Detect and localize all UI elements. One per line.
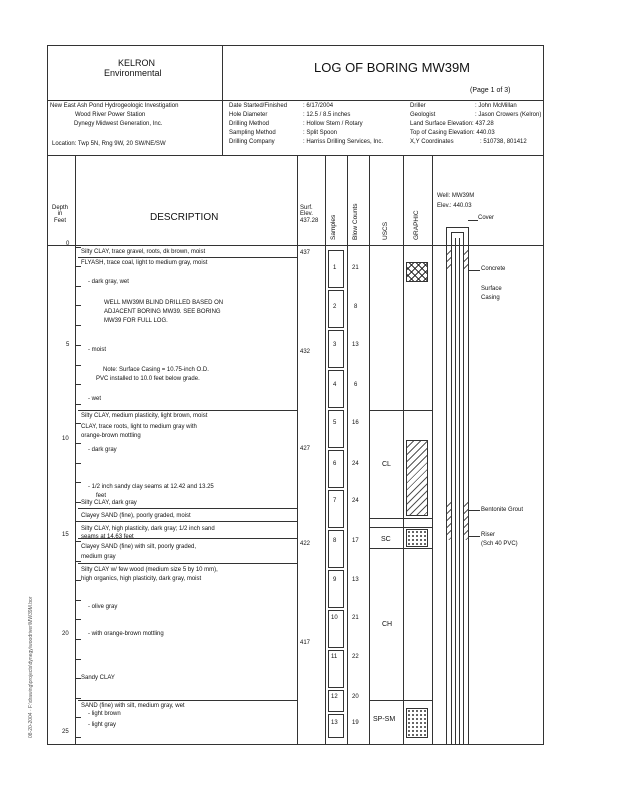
well-elevation: Elev.: 440.03 xyxy=(437,203,472,209)
well-label: Casing xyxy=(481,295,500,301)
well-label: (Sch 40 PVC) xyxy=(481,541,518,547)
sample-interval xyxy=(328,370,344,408)
depth-tick-label: 20 xyxy=(62,631,69,637)
sample-number: 13 xyxy=(331,720,338,726)
well-id: Well: MW39M xyxy=(437,193,475,199)
uscs-code: CL xyxy=(382,461,391,468)
blow-count: 21 xyxy=(352,265,359,271)
well-label: Surface xyxy=(481,286,502,292)
sample-number: 2 xyxy=(333,304,337,310)
elevation-value: 417 xyxy=(300,640,311,646)
sample-number: 8 xyxy=(333,538,337,544)
sample-interval xyxy=(328,450,344,488)
description-line: feet xyxy=(96,493,107,499)
sample-number: 4 xyxy=(333,382,337,388)
blow-count: 13 xyxy=(352,577,359,583)
description-line: Sandy CLAY xyxy=(81,675,115,681)
project-location: Location: Twp 5N, Rng 9W, 20 SW/NE/SW xyxy=(52,141,166,147)
description-line: Silty CLAY, medium plasticity, light brown, moist xyxy=(81,413,208,419)
description-line: FLYASH, trace coal, light to medium gray, moist xyxy=(81,260,208,266)
document-title: LOG OF BORING MW39M xyxy=(314,60,471,75)
uscs-code: CH xyxy=(382,621,393,628)
depth-tick-label: 15 xyxy=(62,532,69,538)
sample-number: 9 xyxy=(333,577,337,583)
description-line: PVC installed to 10.0 feet below grade. xyxy=(96,376,200,382)
depth-column-header: Depth in Feet xyxy=(52,205,69,224)
blow-count: 6 xyxy=(354,382,358,388)
description-line: - wet xyxy=(88,396,102,402)
description-line: - moist xyxy=(88,347,106,353)
sample-number: 1 xyxy=(333,265,337,271)
blow-count: 17 xyxy=(352,538,359,544)
project-site: Wood River Power Station xyxy=(75,112,146,118)
blow-count: 22 xyxy=(352,654,359,660)
description-line: MW39 FOR FULL LOG. xyxy=(104,318,168,324)
description-line: Silty CLAY w/ few wood (medium size 5 by 10 mm), xyxy=(81,567,218,573)
sample-interval xyxy=(328,570,344,608)
sample-interval xyxy=(328,490,344,528)
sample-interval xyxy=(328,530,344,568)
description-line: - 1/2 inch sandy clay seams at 12.42 and 13.25 xyxy=(88,484,214,490)
blow-count: 13 xyxy=(352,342,359,348)
elevation-value: 427 xyxy=(300,446,311,452)
blows-column-header: Blow Counts xyxy=(352,203,359,240)
well-label: Bentonite Grout xyxy=(481,507,524,513)
well-label: Concrete xyxy=(481,266,506,272)
blow-count: 19 xyxy=(352,720,359,726)
description-line: - with orange-brown mottling xyxy=(88,631,164,637)
elevation-value: 432 xyxy=(300,349,311,355)
description-line: orange-brown mottling xyxy=(81,433,141,439)
description-line: - light brown xyxy=(88,711,121,717)
sample-number: 3 xyxy=(333,342,337,348)
well-label: Riser xyxy=(481,532,496,538)
description-line: medium gray xyxy=(81,554,116,560)
blow-count: 24 xyxy=(352,461,359,467)
description-line: Silty CLAY, high plasticity, dark gray; 1/2 inch sand xyxy=(81,526,215,532)
company-subtitle: Environmental xyxy=(104,68,162,78)
blow-count: 21 xyxy=(352,615,359,621)
well-cover-label: Cover xyxy=(478,215,495,221)
uscs-code: SP-SM xyxy=(373,716,396,723)
boring-log-page: KELRON Environmental LOG OF BORING MW39M (Page 1 of 3) New East Ash Pond Hydrogeologic Investigation Wood River Power Station Dynegy Midwest Generation, Inc. Location: Twp 5N, Rng 9W, 20 SW/NE/SW Date Started/Finished Hole Diameter Drilling Method Sampling Method Drilling Company : 6/17/2004 : 12.5 / 8.5 inches : Hollow Stem / Rotary : Split Spoon : Harriss Drilling Services, Inc. Driller Geologist Land Surface Elevation: 437.28 Top of Casing Elevation: 440.03 X,Y Coordinates : John McMillan : Jason Crowers (Kelron) : 510738, 801412 Depth in Feet DESCRIPTION Surf. Elev. 437.28 Samples Blow Counts USCS GRAPHIC Well: MW39M Elev.: 440.03 Cover 0 5 10 15 20 25 Silty CLAY, trace gravel, roots, dk brown, moist FLYASH, trace coal, light to medium gray, moist - dark gray, wet WELL MW39M BLIND DRILLED BASED ON ADJACENT BORING MW39. SEE BORING MW39 FOR FULL LOG. - moist Note: Surface Casing = 10.75-inch O.D. PVC installed to 10.0 feet below grade. - wet Silty CLAY, medium plasticity, light brown, moist CLAY, trace roots, light to medium gray with orange-brown mottling - dark gray - 1/2 inch sandy clay seams at 12.42 and 13.25 feet Silty CLAY, dark gray Clayey SAND (fine), poorly graded, moist Silty CLAY, high plasticity, dark gray; 1/2 inch sand seams at 14.63 feet Clayey SAND (fine) with silt, poorly graded, medium gray Silty CLAY w/ few wood (medium size 5 by 10 mm), high organics, high plasticity, dark gray, moist - olive gray - with orange-brown mottling Sandy CLAY SAND (fine) with silt, medium gray, wet - light brown - light gray 437 432 427 422 417 1 2 3 4 5 6 7 8 9 10 11 12 13 21 8 13 6 16 24 24 17 13 21 22 20 19 CL SC CH SP-SM Concrete Surface Casing Bentonite Grout Riser (Sch 40 PVC) 08-20-2004 · F:\drawing\projects\dynegy\woodriver\MW39M.bor xyxy=(0,0,618,800)
sample-number: 12 xyxy=(331,694,338,700)
uscs-code: SC xyxy=(381,536,391,543)
sample-number: 7 xyxy=(333,498,337,504)
log-frame xyxy=(47,45,544,745)
sample-number: 5 xyxy=(333,420,337,426)
description-line: Note: Surface Casing = 10.75-inch O.D. xyxy=(103,367,209,373)
depth-tick-label: 25 xyxy=(62,729,69,735)
description-line: Clayey SAND (fine), poorly graded, moist xyxy=(81,513,191,519)
elevation-column-header: Surf. Elev. 437.28 xyxy=(300,205,319,224)
blow-count: 20 xyxy=(352,694,359,700)
blow-count: 16 xyxy=(352,420,359,426)
sample-interval xyxy=(328,410,344,448)
sample-number: 10 xyxy=(331,615,338,621)
page-number: (Page 1 of 3) xyxy=(470,87,511,94)
description-line: CLAY, trace roots, light to medium gray with xyxy=(81,424,197,430)
description-line: - dark gray xyxy=(88,447,117,453)
description-line: - olive gray xyxy=(88,604,118,610)
description-column-header: DESCRIPTION xyxy=(150,212,219,223)
graphic-column-header: GRAPHIC xyxy=(413,210,420,240)
description-line: SAND (fine) with silt, medium gray, wet xyxy=(81,703,185,709)
project-client: Dynegy Midwest Generation, Inc. xyxy=(74,121,163,127)
blow-count: 24 xyxy=(352,498,359,504)
uscs-column-header: USCS xyxy=(382,221,389,240)
depth-tick-label: 10 xyxy=(62,436,69,442)
sample-number: 6 xyxy=(333,461,337,467)
elevation-value: 437 xyxy=(300,250,311,256)
elevation-value: 422 xyxy=(300,541,311,547)
project-name: New East Ash Pond Hydrogeologic Investigation xyxy=(50,103,179,109)
description-line: - light gray xyxy=(88,722,117,728)
company-name: KELRON xyxy=(118,58,156,68)
description-line: seams at 14.63 feet xyxy=(81,534,134,540)
sample-number: 11 xyxy=(331,654,338,660)
description-line: high organics, high plasticity, dark gray, moist xyxy=(81,576,202,582)
description-line: Silty CLAY, trace gravel, roots, dk brown, moist xyxy=(81,249,206,255)
depth-tick-label: 5 xyxy=(66,342,70,348)
description-line: Silty CLAY, dark gray xyxy=(81,500,137,506)
description-line: - dark gray, wet xyxy=(88,279,129,285)
file-path-stamp: 08-20-2004 · F:\drawing\projects\dynegy\woodriver\MW39M.bor xyxy=(28,596,34,738)
description-line: WELL MW39M BLIND DRILLED BASED ON xyxy=(104,300,224,306)
sample-interval xyxy=(328,330,344,368)
description-line: ADJACENT BORING MW39. SEE BORING xyxy=(104,309,221,315)
samples-column-header: Samples xyxy=(330,214,337,240)
description-line: Clayey SAND (fine) with silt, poorly graded, xyxy=(81,544,197,550)
blow-count: 8 xyxy=(354,304,358,310)
depth-tick-label: 0 xyxy=(66,241,70,247)
